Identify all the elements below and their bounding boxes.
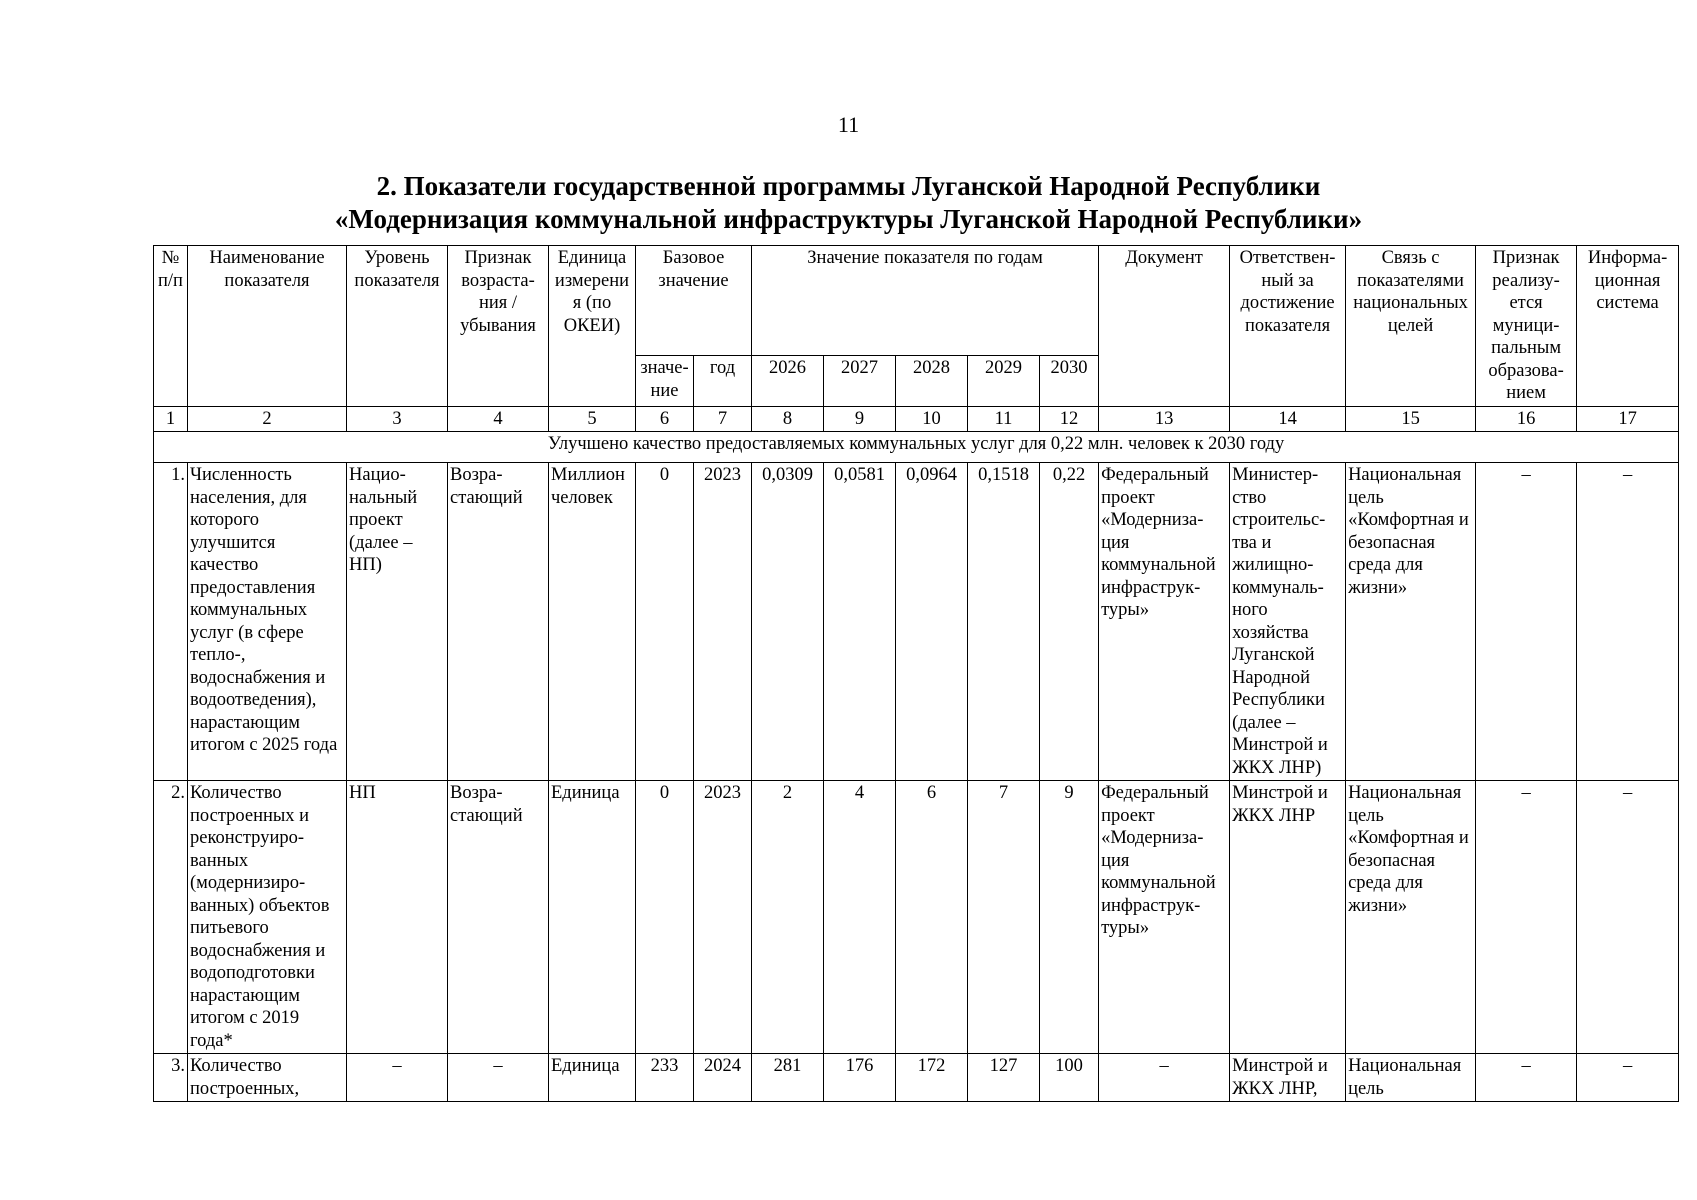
row-base-year: 2023 bbox=[694, 463, 752, 781]
header-responsible: Ответствен- ный за достижение показателя bbox=[1230, 246, 1346, 407]
header-unit: Единица измерения (по ОКЕИ) bbox=[549, 246, 636, 407]
column-number: 13 bbox=[1099, 406, 1230, 432]
table-row bbox=[154, 463, 1679, 781]
column-number: 17 bbox=[1577, 406, 1679, 432]
row-trend: Возра- стающий bbox=[448, 781, 549, 1054]
row-link: Национальная цель «Комфортная и безопасная среда для жизни» bbox=[1346, 463, 1476, 781]
header-level: Уровень показателя bbox=[347, 246, 448, 407]
row-base-year: 2023 bbox=[694, 781, 752, 1054]
row-responsible: Министер- ство строительс- тва и жилищно- коммуналь- ного хозяйства Луганской Народной Республики (далее – Минстрой и ЖКХ ЛНР) bbox=[1230, 463, 1346, 781]
header-2028: 2028 bbox=[896, 356, 968, 406]
table-row bbox=[154, 1054, 1679, 1102]
table-row bbox=[154, 781, 1679, 1054]
header-info-system: Информа- ционная система bbox=[1577, 246, 1679, 407]
row-document: Федеральный проект «Модерниза- ция коммунальной инфраструк- туры» bbox=[1099, 463, 1230, 781]
row-value-2028: 6 bbox=[896, 781, 968, 1054]
row-unit: Единица bbox=[549, 1054, 636, 1102]
row-base-value: 233 bbox=[636, 1054, 694, 1102]
row-name: Численность населения, для которого улучшится качество предоставления коммунальных услуг (в сфере тепло-, водоснабжения и водоотведения), нарастающим итогом с 2025 года bbox=[188, 463, 347, 781]
header-base: Базовое значение bbox=[636, 246, 752, 356]
row-value-2030: 0,22 bbox=[1040, 463, 1099, 781]
column-number: 9 bbox=[824, 406, 896, 432]
row-responsible: Минстрой и ЖКХ ЛНР bbox=[1230, 781, 1346, 1054]
column-number: 3 bbox=[347, 406, 448, 432]
goal-text: Улучшено качество предоставляемых коммунальных услуг для 0,22 млн. человек к 2030 году bbox=[154, 432, 1679, 463]
row-num: 2. bbox=[154, 781, 188, 1054]
header-name: Наименование показателя bbox=[188, 246, 347, 407]
header-link: Связь с показателями национальных целей bbox=[1346, 246, 1476, 407]
row-value-2027: 4 bbox=[824, 781, 896, 1054]
row-unit: Миллион человек bbox=[549, 463, 636, 781]
header-trend: Признак возраста- ния / убывания bbox=[448, 246, 549, 407]
row-base-value: 0 bbox=[636, 781, 694, 1054]
row-value-2030: 9 bbox=[1040, 781, 1099, 1054]
page-number: 11 bbox=[837, 112, 860, 137]
row-level: Нацио- нальный проект (далее – НП) bbox=[347, 463, 448, 781]
header-2029: 2029 bbox=[968, 356, 1040, 406]
row-municipal: – bbox=[1476, 463, 1577, 781]
header-base-year: год bbox=[694, 356, 752, 406]
column-number: 11 bbox=[968, 406, 1040, 432]
header-base-value: значе- ние bbox=[636, 356, 694, 406]
document-title bbox=[0, 170, 1697, 236]
title-line-1: 2. Показатели государственной программы Луганской Народной Республики bbox=[376, 171, 1321, 201]
row-trend: – bbox=[448, 1054, 549, 1102]
header-row-1 bbox=[154, 246, 1679, 356]
header-2027: 2027 bbox=[824, 356, 896, 406]
indicators-table bbox=[153, 245, 1679, 1102]
row-info-system: – bbox=[1577, 463, 1679, 781]
row-info-system: – bbox=[1577, 781, 1679, 1054]
row-value-2027: 0,0581 bbox=[824, 463, 896, 781]
row-value-2029: 127 bbox=[968, 1054, 1040, 1102]
row-base-year: 2024 bbox=[694, 1054, 752, 1102]
row-name: Количество построенных, bbox=[188, 1054, 347, 1102]
row-level: НП bbox=[347, 781, 448, 1054]
row-value-2029: 7 bbox=[968, 781, 1040, 1054]
row-trend: Возра- стающий bbox=[448, 463, 549, 781]
column-numbers-row bbox=[154, 406, 1679, 432]
row-document: – bbox=[1099, 1054, 1230, 1102]
title-line-2: «Модернизация коммунальной инфраструктуры Луганской Народной Республики» bbox=[334, 204, 1363, 234]
goal-row bbox=[154, 432, 1679, 463]
column-number: 14 bbox=[1230, 406, 1346, 432]
column-number: 5 bbox=[549, 406, 636, 432]
header-document: Документ bbox=[1099, 246, 1230, 407]
column-number: 10 bbox=[896, 406, 968, 432]
header-2026: 2026 bbox=[752, 356, 824, 406]
column-number: 7 bbox=[694, 406, 752, 432]
column-number: 2 bbox=[188, 406, 347, 432]
column-number: 12 bbox=[1040, 406, 1099, 432]
row-level: – bbox=[347, 1054, 448, 1102]
row-num: 1. bbox=[154, 463, 188, 781]
row-value-2029: 0,1518 bbox=[968, 463, 1040, 781]
row-municipal: – bbox=[1476, 781, 1577, 1054]
column-number: 4 bbox=[448, 406, 549, 432]
row-responsible: Минстрой и ЖКХ ЛНР, bbox=[1230, 1054, 1346, 1102]
column-number: 15 bbox=[1346, 406, 1476, 432]
row-unit: Единица bbox=[549, 781, 636, 1054]
row-link: Национальная цель bbox=[1346, 1054, 1476, 1102]
header-2030: 2030 bbox=[1040, 356, 1099, 406]
row-value-2026: 0,0309 bbox=[752, 463, 824, 781]
column-number: 1 bbox=[154, 406, 188, 432]
row-value-2026: 2 bbox=[752, 781, 824, 1054]
row-document: Федеральный проект «Модерниза- ция коммунальной инфраструк- туры» bbox=[1099, 781, 1230, 1054]
column-number: 6 bbox=[636, 406, 694, 432]
header-num: № п/п bbox=[154, 246, 188, 407]
row-value-2027: 176 bbox=[824, 1054, 896, 1102]
row-value-2028: 0,0964 bbox=[896, 463, 968, 781]
column-number: 16 bbox=[1476, 406, 1577, 432]
row-link: Национальная цель «Комфортная и безопасная среда для жизни» bbox=[1346, 781, 1476, 1054]
header-by-years: Значение показателя по годам bbox=[752, 246, 1099, 356]
row-name: Количество построенных и реконструиро- ванных (модернизиро- ванных) объектов питьевого водоснабжения и водоподготовки нарастающим итогом с 2019 года* bbox=[188, 781, 347, 1054]
column-number: 8 bbox=[752, 406, 824, 432]
row-value-2028: 172 bbox=[896, 1054, 968, 1102]
row-municipal: – bbox=[1476, 1054, 1577, 1102]
row-base-value: 0 bbox=[636, 463, 694, 781]
row-value-2026: 281 bbox=[752, 1054, 824, 1102]
row-num: 3. bbox=[154, 1054, 188, 1102]
header-municipal: Признак реализу- ется муници- пальным образова- нием bbox=[1476, 246, 1577, 407]
row-value-2030: 100 bbox=[1040, 1054, 1099, 1102]
row-info-system: – bbox=[1577, 1054, 1679, 1102]
